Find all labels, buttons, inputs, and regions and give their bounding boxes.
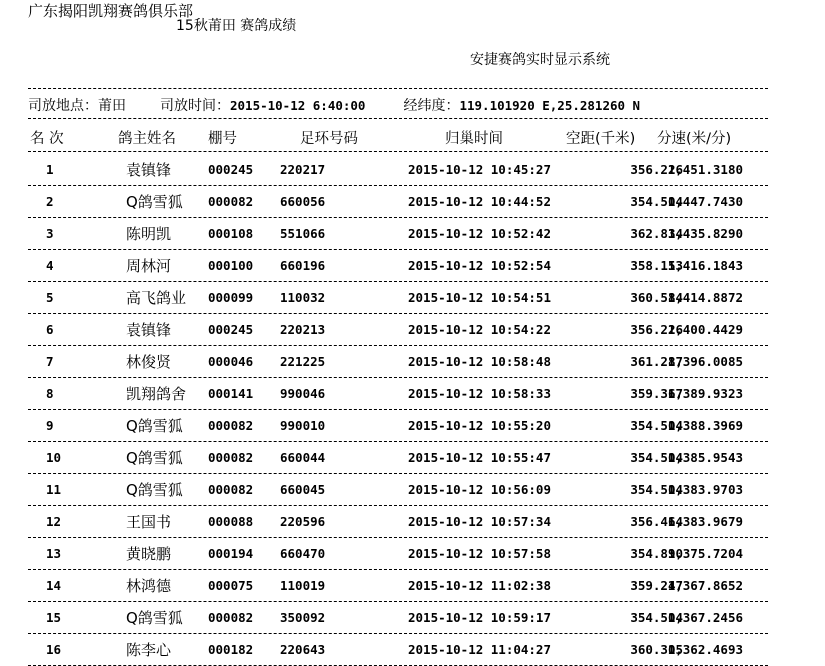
rank-cell: 5	[46, 290, 54, 305]
shed-cell: 000082	[208, 450, 254, 465]
rank-cell: 13	[46, 546, 62, 561]
distance-cell: 359.367	[630, 386, 683, 401]
arrival-cell: 2015-10-12 10:44:52	[408, 194, 551, 209]
owner-cell: 袁镇锋	[126, 161, 172, 179]
race-title: 15秋莆田 赛鸽成绩	[176, 18, 297, 34]
speed-cell: 1,383.9703	[667, 482, 743, 497]
speed-cell: 1,447.7430	[667, 194, 743, 209]
table-row	[0, 442, 825, 474]
distance-cell: 354.504	[630, 194, 683, 209]
rank-cell: 9	[46, 418, 54, 433]
table-row	[0, 250, 825, 282]
release-info	[28, 95, 640, 115]
ring-cell: 660056	[280, 194, 326, 209]
table-row	[0, 154, 825, 186]
shed-cell: 000100	[208, 258, 254, 273]
rank-cell: 16	[46, 642, 62, 657]
shed-cell: 000082	[208, 418, 254, 433]
table-row	[0, 378, 825, 410]
speed-cell: 1,388.3969	[667, 418, 743, 433]
release-time-label: 司放时间：	[160, 98, 230, 114]
speed-cell: 1,367.2456	[667, 610, 743, 625]
distance-cell: 360.584	[630, 290, 683, 305]
arrival-cell: 2015-10-12 10:55:47	[408, 450, 551, 465]
distance-cell: 356.226	[630, 162, 683, 177]
col-owner-header: 鸽主姓名	[118, 131, 176, 147]
release-place: 莆田	[98, 98, 126, 114]
shed-cell: 000108	[208, 226, 254, 241]
distance-cell: 361.287	[630, 354, 683, 369]
arrival-cell: 2015-10-12 10:57:34	[408, 514, 551, 529]
table-row	[0, 474, 825, 506]
arrival-cell: 2015-10-12 11:02:38	[408, 578, 551, 593]
distance-cell: 359.247	[630, 578, 683, 593]
owner-cell: Q鸽雪狐	[126, 481, 183, 499]
ring-cell: 220596	[280, 514, 326, 529]
arrival-cell: 2015-10-12 10:56:09	[408, 482, 551, 497]
table-row	[0, 570, 825, 602]
ring-cell: 110019	[280, 578, 326, 593]
rank-cell: 2	[46, 194, 54, 209]
arrival-cell: 2015-10-12 10:57:58	[408, 546, 551, 561]
speed-cell: 1,383.9679	[667, 514, 743, 529]
rank-cell: 1	[46, 162, 54, 177]
table-row	[0, 186, 825, 218]
table-row	[0, 634, 825, 666]
owner-cell: 黄晓鹏	[126, 545, 172, 563]
ring-cell: 660045	[280, 482, 326, 497]
distance-cell: 360.305	[630, 642, 683, 657]
release-coord: 119.101920 E,25.281260 N	[459, 98, 641, 113]
owner-cell: 林俊贤	[126, 353, 172, 371]
ring-cell: 221225	[280, 354, 326, 369]
owner-cell: 袁镇锋	[126, 321, 172, 339]
arrival-cell: 2015-10-12 10:54:51	[408, 290, 551, 305]
col-shed-header: 棚号	[208, 131, 237, 147]
shed-cell: 000075	[208, 578, 254, 593]
owner-cell: 王国书	[126, 513, 172, 531]
distance-cell: 354.504	[630, 450, 683, 465]
release-coord-label: 经纬度：	[403, 98, 460, 114]
table-row	[0, 506, 825, 538]
col-ring-header: 足环号码	[300, 131, 358, 147]
speed-cell: 1,367.8652	[667, 578, 743, 593]
owner-cell: 凯翔鸽舍	[126, 385, 187, 403]
shed-cell: 000245	[208, 322, 254, 337]
owner-cell: Q鸽雪狐	[126, 449, 183, 467]
ring-cell: 220217	[280, 162, 326, 177]
shed-cell: 000141	[208, 386, 254, 401]
rank-cell: 14	[46, 578, 62, 593]
table-row	[0, 538, 825, 570]
ring-cell: 660470	[280, 546, 326, 561]
system-name: 安捷赛鸽实时显示系统	[470, 52, 610, 68]
shed-cell: 000194	[208, 546, 254, 561]
arrival-cell: 2015-10-12 10:52:54	[408, 258, 551, 273]
owner-cell: 林鸿德	[126, 577, 172, 595]
arrival-cell: 2015-10-12 10:59:17	[408, 610, 551, 625]
ring-cell: 350092	[280, 610, 326, 625]
rank-cell: 3	[46, 226, 54, 241]
shed-cell: 000182	[208, 642, 254, 657]
speed-cell: 1,435.8290	[667, 226, 743, 241]
speed-cell: 1,375.7204	[667, 546, 743, 561]
table-row	[0, 346, 825, 378]
arrival-cell: 2015-10-12 10:58:33	[408, 386, 551, 401]
distance-cell: 362.834	[630, 226, 683, 241]
distance-cell: 356.464	[630, 514, 683, 529]
rank-cell: 8	[46, 386, 54, 401]
table-row	[0, 410, 825, 442]
arrival-cell: 2015-10-12 11:04:27	[408, 642, 551, 657]
speed-cell: 1,396.0085	[667, 354, 743, 369]
release-place-label: 司放地点：	[28, 98, 98, 114]
distance-cell: 358.153	[630, 258, 683, 273]
distance-cell: 354.890	[630, 546, 683, 561]
table-row	[0, 282, 825, 314]
divider	[28, 88, 768, 89]
ring-cell: 220643	[280, 642, 326, 657]
distance-cell: 354.504	[630, 482, 683, 497]
table-row	[0, 314, 825, 346]
speed-cell: 1,416.1843	[667, 258, 743, 273]
ring-cell: 990046	[280, 386, 326, 401]
owner-cell: 陈李心	[126, 641, 172, 659]
ring-cell: 990010	[280, 418, 326, 433]
owner-cell: 周林河	[126, 257, 172, 275]
col-distance-header: 空距(千米)	[566, 131, 636, 147]
speed-cell: 1,451.3180	[667, 162, 743, 177]
rank-cell: 10	[46, 450, 62, 465]
rank-cell: 11	[46, 482, 62, 497]
speed-cell: 1,414.8872	[667, 290, 743, 305]
owner-cell: Q鸽雪狐	[126, 609, 183, 627]
col-rank-header: 名 次	[30, 131, 64, 147]
distance-cell: 356.226	[630, 322, 683, 337]
rank-cell: 15	[46, 610, 62, 625]
ring-cell: 220213	[280, 322, 326, 337]
ring-cell: 110032	[280, 290, 326, 305]
speed-cell: 1,389.9323	[667, 386, 743, 401]
ring-cell: 660196	[280, 258, 326, 273]
ring-cell: 660044	[280, 450, 326, 465]
distance-cell: 354.504	[630, 418, 683, 433]
table-row	[0, 218, 825, 250]
club-name: 广东揭阳凯翔赛鸽俱乐部	[28, 2, 194, 20]
rank-cell: 4	[46, 258, 54, 273]
rank-cell: 7	[46, 354, 54, 369]
shed-cell: 000082	[208, 610, 254, 625]
speed-cell: 1,362.4693	[667, 642, 743, 657]
owner-cell: 陈明凯	[126, 225, 172, 243]
arrival-cell: 2015-10-12 10:54:22	[408, 322, 551, 337]
arrival-cell: 2015-10-12 10:52:42	[408, 226, 551, 241]
speed-cell: 1,400.4429	[667, 322, 743, 337]
arrival-cell: 2015-10-12 10:45:27	[408, 162, 551, 177]
table-row	[0, 602, 825, 634]
shed-cell: 000082	[208, 482, 254, 497]
shed-cell: 000099	[208, 290, 254, 305]
arrival-cell: 2015-10-12 10:58:48	[408, 354, 551, 369]
arrival-cell: 2015-10-12 10:55:20	[408, 418, 551, 433]
rank-cell: 6	[46, 322, 54, 337]
shed-cell: 000046	[208, 354, 254, 369]
shed-cell: 000088	[208, 514, 254, 529]
shed-cell: 000082	[208, 194, 254, 209]
owner-cell: Q鸽雪狐	[126, 193, 183, 211]
col-arrival-header: 归巢时间	[445, 131, 503, 147]
ring-cell: 551066	[280, 226, 326, 241]
owner-cell: 高飞鸽业	[126, 289, 187, 307]
shed-cell: 000245	[208, 162, 254, 177]
divider	[28, 151, 768, 152]
col-speed-header: 分速(米/分)	[657, 131, 732, 147]
owner-cell: Q鸽雪狐	[126, 417, 183, 435]
divider	[28, 118, 768, 119]
speed-cell: 1,385.9543	[667, 450, 743, 465]
rank-cell: 12	[46, 514, 62, 529]
release-time: 2015-10-12 6:40:00	[230, 98, 366, 113]
distance-cell: 354.504	[630, 610, 683, 625]
